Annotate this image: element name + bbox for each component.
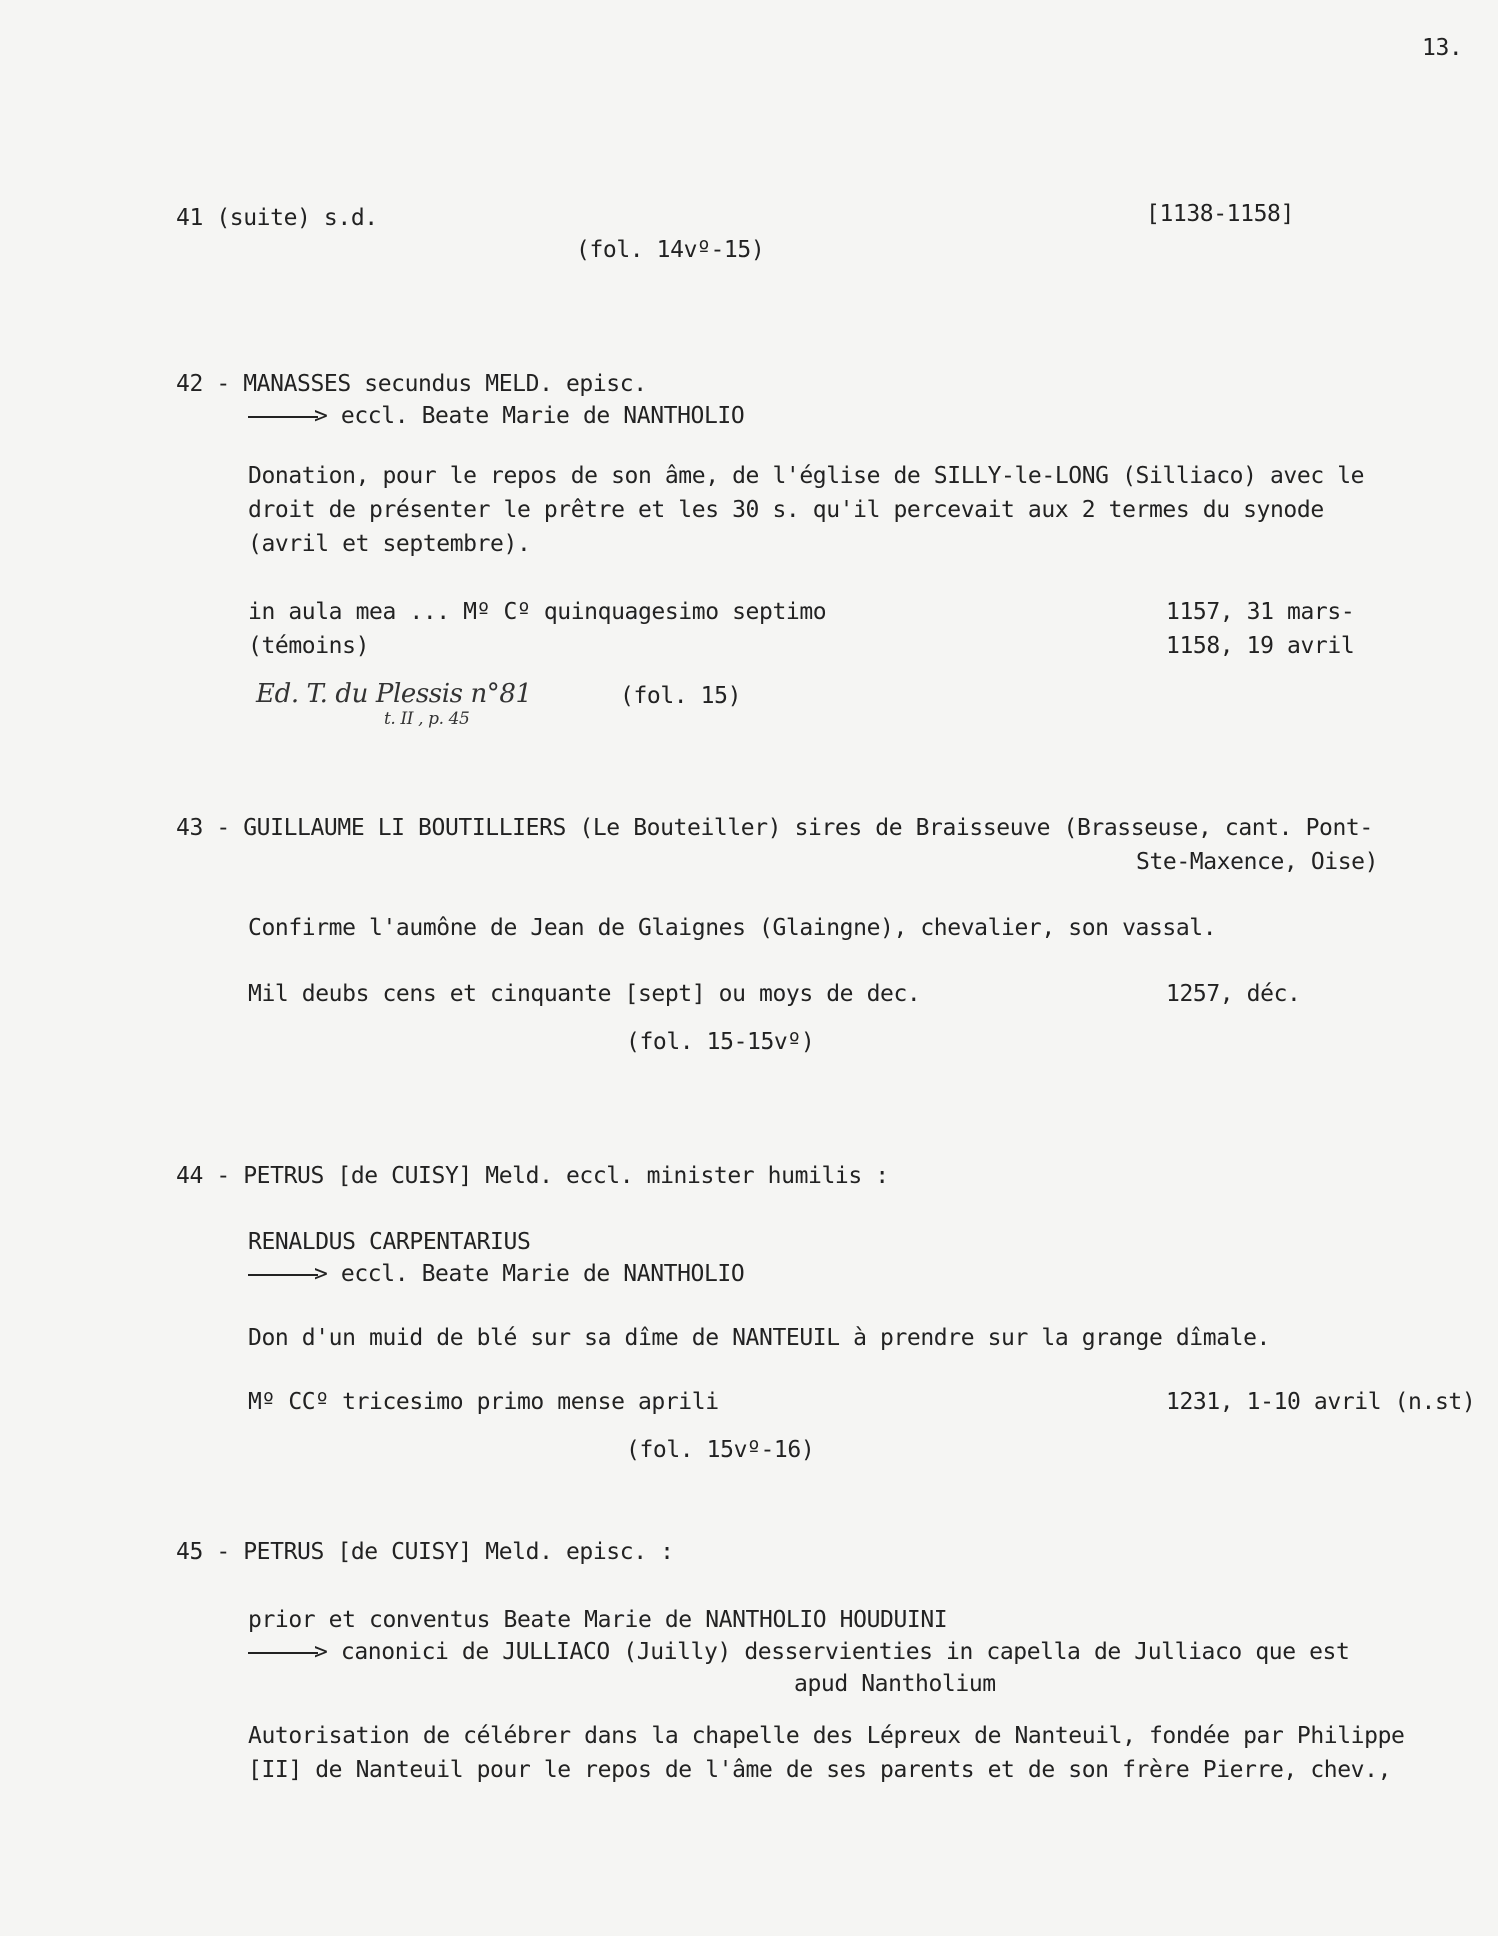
entry-45-summary-line-1: Autorisation de célébrer dans la chapelle des Lépreux de Nanteuil, fondée par Philippe (248, 1723, 1405, 1749)
entry-41-date: [1138-1158] (1146, 201, 1294, 227)
entry-42-handwritten-edition-note: Ed. T. du Plessis n°81 (256, 679, 532, 709)
entry-45-summary-line-2: [II] de Nanteuil pour le repos de l'âme de ses parents et de son frère Pierre, chev., (248, 1757, 1392, 1783)
entry-42-witnesses: (témoins) (248, 633, 370, 659)
entry-42-dating-clause: in aula mea ... Mº Cº quinquagesimo septimo (248, 599, 827, 625)
entry-44-dating-clause: Mº CCº tricesimo primo mense aprili (248, 1389, 719, 1415)
entry-43-date: 1257, déc. (1166, 981, 1301, 1007)
entry-42-recipient: eccl. Beate Marie de NANTHOLIO (340, 403, 745, 429)
entry-44-heading: 44 - PETRUS [de CUISY] Meld. eccl. minister humilis : (176, 1163, 889, 1189)
arrow-icon (248, 416, 318, 418)
arrow-head: > (314, 1639, 341, 1665)
entry-44-summary: Don d'un muid de blé sur sa dîme de NANTEUIL à prendre sur la grange dîmale. (248, 1325, 1270, 1351)
entry-42-summary-line-3: (avril et septembre). (248, 531, 531, 557)
entry-45-recipient: canonici de JULLIACO (Juilly) desservienties in capella de Julliaco que est (340, 1639, 1350, 1665)
entry-44-date: 1231, 1-10 avril (n.st) (1166, 1389, 1476, 1415)
entry-42-summary-line-1: Donation, pour le repos de son âme, de l'église de SILLY-le-LONG (Silliaco) avec le (248, 463, 1365, 489)
entry-43-heading: 43 - GUILLAUME LI BOUTILLIERS (Le Bouteiller) sires de Braisseuve (Brasseuse, cant. Pont- (176, 815, 1373, 841)
entry-43-folio: (fol. 15-15vº) (626, 1029, 815, 1055)
entry-44-recipient: eccl. Beate Marie de NANTHOLIO (340, 1261, 745, 1287)
entry-45-recipient-cont: apud Nantholium (794, 1671, 996, 1697)
entry-45-heading: 45 - PETRUS [de CUISY] Meld. episc. : (176, 1539, 674, 1565)
entry-42-heading: 42 - MANASSES secundus MELD. episc. (176, 371, 647, 397)
entry-42-folio: (fol. 15) (620, 683, 742, 709)
entry-42-date-line-2: 1158, 19 avril (1166, 633, 1355, 659)
entry-42-handwritten-edition-sub: t. II , p. 45 (384, 709, 470, 729)
entry-43-dating-clause: Mil deubs cens et cinquante [sept] ou moys de dec. (248, 981, 921, 1007)
page-number: 13. (1422, 35, 1463, 61)
arrow-head: > (314, 1261, 341, 1287)
entry-44-party: RENALDUS CARPENTARIUS (248, 1229, 531, 1255)
entry-42-recipient-line (248, 400, 744, 432)
entry-45-party: prior et conventus Beate Marie de NANTHOLIO HOUDUINI (248, 1607, 948, 1633)
entry-44-recipient-line (248, 1258, 744, 1290)
entry-45-recipient-line (248, 1636, 1349, 1668)
entry-43-summary: Confirme l'aumône de Jean de Glaignes (Glaingne), chevalier, son vassal. (248, 915, 1217, 941)
entry-43-heading-cont: Ste-Maxence, Oise) (1136, 849, 1379, 875)
entry-41-heading: 41 (suite) s.d. (176, 205, 378, 231)
arrow-head: > (314, 403, 341, 429)
entry-44-folio: (fol. 15vº-16) (626, 1437, 815, 1463)
arrow-icon (248, 1652, 318, 1654)
entry-42-date-line-1: 1157, 31 mars- (1166, 599, 1355, 625)
arrow-icon (248, 1274, 318, 1276)
entry-42-summary-line-2: droit de présenter le prêtre et les 30 s. qu'il percevait aux 2 termes du synode (248, 497, 1324, 523)
entry-41-folio: (fol. 14vº-15) (576, 237, 765, 263)
